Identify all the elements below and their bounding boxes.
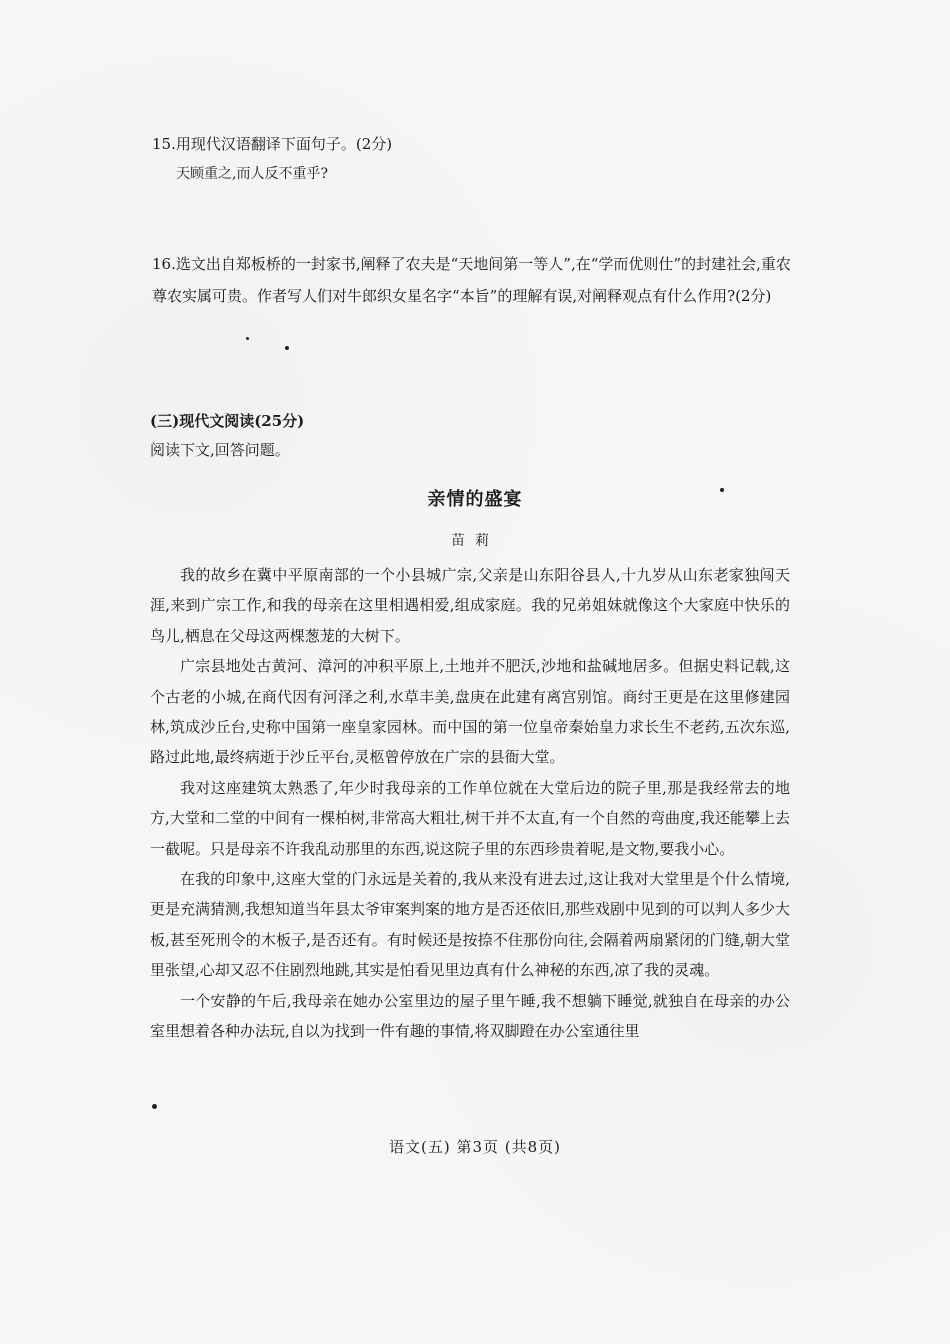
article-paragraph: 在我的印象中,这座大堂的门永远是关着的,我从来没有进去过,这让我对大堂里是个什么情境,更是充满猜测,我想知道当年县太爷审案判案的地方是否还依旧,那些戏剧中见到的可以判人多少大板,甚至死刑令的木板子,是否还有。有时候还是按捺不住那份向往,会隔着两扇紧闭的门缝,朝大堂里张望,心却又忍不住剧烈地跳,其实是怕看见里边真有什么神秘的东西,凉了我的灵魂。 xyxy=(150,870,790,980)
article-author: 苗莉 xyxy=(451,533,499,549)
section-title: (三)现代文阅读(25分) xyxy=(150,412,305,430)
article-body xyxy=(150,560,790,1047)
scan-speck xyxy=(720,488,724,492)
article-paragraph: 我对这座建筑太熟悉了,年少时我母亲的工作单位就在大堂后边的院子里,那是我经常去的地方,大堂和二堂的中间有一棵柏树,非常高大粗壮,树干并不太直,有一个自然的弯曲度,我还能攀上去一截呢。只是母亲不许我乱动那里的东西,说这院子里的东西珍贵着呢,是文物,要我小心。 xyxy=(150,778,790,858)
article-paragraph: 我的故乡在冀中平原南部的一个小县城广宗,父亲是山东阳谷县人,十九岁从山东老家独闯天涯,来到广宗工作,和我的母亲在这里相遇相爱,组成家庭。我的兄弟姐妹就像这个大家庭中快乐的鸟儿,栖息在父母这两棵葱茏的大树下。 xyxy=(150,566,790,645)
question-16-text: 16.选文出自郑板桥的一封家书,阐释了农夫是“天地间第一等人”,在“学而优则仕”的封建社会,重农尊农实属可贵。作者写人们对牛郎织女星名字“本旨”的理解有误,对阐释观点有什么作用?(2分) xyxy=(152,255,791,305)
question-15-sentence: 天顾重之,而人反不重乎? xyxy=(176,166,328,182)
scan-speck xyxy=(246,337,249,340)
article-title: 亲情的盛宴 xyxy=(427,489,523,510)
page-footer: 语文(五) 第3页 (共8页) xyxy=(388,1138,562,1156)
section-instruction: 阅读下文,回答问题。 xyxy=(150,441,290,459)
scan-speck xyxy=(285,346,289,350)
scan-speck xyxy=(152,1104,157,1109)
article-paragraph: 广宗县地处古黄河、漳河的冲积平原上,土地并不肥沃,沙地和盐碱地居多。但据史料记载,这个古老的小城,在商代因有河泽之利,水草丰美,盘庚在此建有离宫别馆。商纣王更是在这里修建园林,筑成沙丘台,史称中国第一座皇家园林。而中国的第一位皇帝秦始皇力求长生不老药,五次东巡,路过此地,最终病逝于沙丘平台,灵柩曾停放在广宗的县衙大堂。 xyxy=(150,657,790,767)
article-paragraph: 一个安静的午后,我母亲在她办公室里边的屋子里午睡,我不想躺下睡觉,就独自在母亲的办公室里想着各种办法玩,自以为找到一件有趣的事情,将双脚蹬在办公室通往里 xyxy=(150,991,790,1041)
question-15-prompt: 15.用现代汉语翻译下面句子。(2分) xyxy=(152,135,393,153)
